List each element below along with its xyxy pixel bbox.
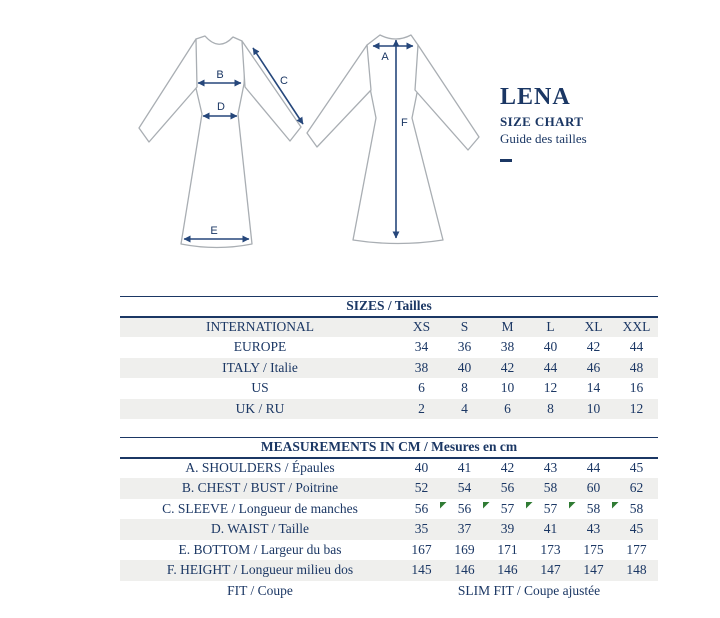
size-value: 38: [400, 358, 443, 379]
size-value: 40: [543, 339, 558, 355]
dress-front-outline: [139, 36, 301, 248]
size-value: 8: [529, 399, 572, 420]
size-value: 12: [543, 380, 558, 396]
table-row: [120, 560, 658, 581]
measurements-table: [120, 437, 658, 601]
size-value: M: [486, 317, 529, 338]
title-dash: [500, 159, 512, 162]
table-row: [120, 519, 658, 540]
title-block: [500, 84, 587, 162]
size-value: 40: [443, 358, 486, 379]
measure-value: 146: [443, 560, 486, 581]
row-label: FIT / Coupe: [227, 582, 293, 598]
table-row: [120, 337, 658, 358]
chart-heading: SIZE CHART: [500, 114, 584, 129]
measure-value: 41: [529, 519, 572, 540]
size-value: 16: [629, 380, 644, 396]
measure-value: 42: [500, 460, 515, 476]
size-value: 48: [615, 358, 658, 379]
measure-value: 58: [529, 478, 572, 499]
measure-value: 177: [626, 541, 647, 557]
chart-subheading: Guide des tailles: [500, 131, 587, 146]
fit-value: SLIM FIT / Coupe ajustée: [457, 582, 601, 598]
size-value: 6: [486, 399, 529, 420]
measure-value: 44: [586, 460, 601, 476]
size-value: XXL: [615, 317, 658, 338]
row-label: D. WAIST / Taille: [120, 519, 400, 540]
measure-value: 60: [572, 478, 615, 499]
table-row: [120, 540, 658, 561]
measure-value: 41: [457, 460, 472, 476]
size-value: 4: [443, 399, 486, 420]
measure-value: 57: [486, 499, 529, 520]
row-label: UK / RU: [120, 399, 400, 420]
row-label: ITALY / Italie: [120, 358, 400, 379]
row-label: EUROPE: [233, 339, 287, 355]
measure-value: 39: [486, 519, 529, 540]
table-row: [120, 378, 658, 399]
green-corner-flag-icon: [440, 502, 447, 509]
size-value: 12: [615, 399, 658, 420]
table-row: [120, 399, 658, 420]
row-label: E. BOTTOM / Largeur du bas: [178, 541, 342, 557]
label-chest: B: [216, 69, 224, 81]
row-label: A. SHOULDERS / Épaules: [185, 460, 335, 476]
measure-value: 171: [497, 541, 518, 557]
measurements-table-header: MEASUREMENTS IN CM / Mesures en cm: [120, 438, 658, 458]
size-value: 36: [457, 339, 472, 355]
size-value: 44: [629, 339, 644, 355]
row-label: B. CHEST / BUST / Poitrine: [120, 478, 400, 499]
measure-value: 56: [443, 499, 486, 520]
measure-value: 147: [572, 560, 615, 581]
measure-value: 37: [443, 519, 486, 540]
row-label: C. SLEEVE / Longueur de manches: [162, 500, 358, 516]
measure-value: 62: [615, 478, 658, 499]
table-row: [120, 358, 658, 379]
size-value: 10: [572, 399, 615, 420]
product-name: LENA: [500, 84, 571, 110]
measure-value: 169: [454, 541, 475, 557]
measure-value: 58: [572, 499, 615, 520]
green-corner-flag-icon: [569, 502, 576, 509]
measure-value: 45: [629, 460, 644, 476]
table-row: [120, 499, 658, 520]
size-value: 42: [586, 339, 601, 355]
measure-value: 58: [615, 499, 658, 520]
size-value: 6: [418, 380, 425, 396]
measure-value: 146: [486, 560, 529, 581]
size-value: XL: [572, 317, 615, 338]
label-height: F: [401, 117, 408, 129]
label-bottom: E: [210, 225, 218, 237]
size-value: XS: [400, 317, 443, 338]
table-row: [120, 478, 658, 499]
size-value: 46: [572, 358, 615, 379]
label-sleeve: C: [280, 75, 288, 87]
row-label: INTERNATIONAL: [120, 317, 400, 338]
measure-value: 43: [572, 519, 615, 540]
dress-back-outline: [307, 35, 479, 244]
measure-value: 54: [443, 478, 486, 499]
table-row: [120, 317, 658, 338]
size-value: 38: [500, 339, 515, 355]
fit-row: [120, 581, 658, 602]
measure-value: 40: [414, 460, 429, 476]
size-value: 14: [586, 380, 601, 396]
green-corner-flag-icon: [526, 502, 533, 509]
measure-value: 167: [411, 541, 432, 557]
measure-value: 173: [540, 541, 561, 557]
measure-value: 145: [400, 560, 443, 581]
size-value: 34: [414, 339, 429, 355]
dress-measurement-diagram: [0, 0, 720, 290]
label-shoulders: A: [381, 51, 389, 63]
measure-value: 175: [583, 541, 604, 557]
measure-value: 52: [400, 478, 443, 499]
label-waist: D: [217, 101, 225, 113]
sizes-table: [120, 296, 658, 419]
size-value: 2: [400, 399, 443, 420]
measure-value: 148: [615, 560, 658, 581]
size-value: 44: [529, 358, 572, 379]
measure-value: 56: [414, 500, 429, 516]
sizes-table-header: SIZES / Tailles: [120, 297, 658, 317]
row-label: US: [251, 380, 269, 396]
size-value: L: [529, 317, 572, 338]
size-value: 8: [461, 380, 468, 396]
measure-value: 147: [529, 560, 572, 581]
measure-value: 45: [615, 519, 658, 540]
green-corner-flag-icon: [483, 502, 490, 509]
measure-value: 56: [486, 478, 529, 499]
size-value: 10: [500, 380, 515, 396]
measure-value: 35: [400, 519, 443, 540]
size-value: 42: [486, 358, 529, 379]
row-label: F. HEIGHT / Longueur milieu dos: [120, 560, 400, 581]
green-corner-flag-icon: [612, 502, 619, 509]
size-value: S: [443, 317, 486, 338]
table-row: [120, 458, 658, 479]
measure-value: 57: [529, 499, 572, 520]
measure-value: 43: [543, 460, 558, 476]
